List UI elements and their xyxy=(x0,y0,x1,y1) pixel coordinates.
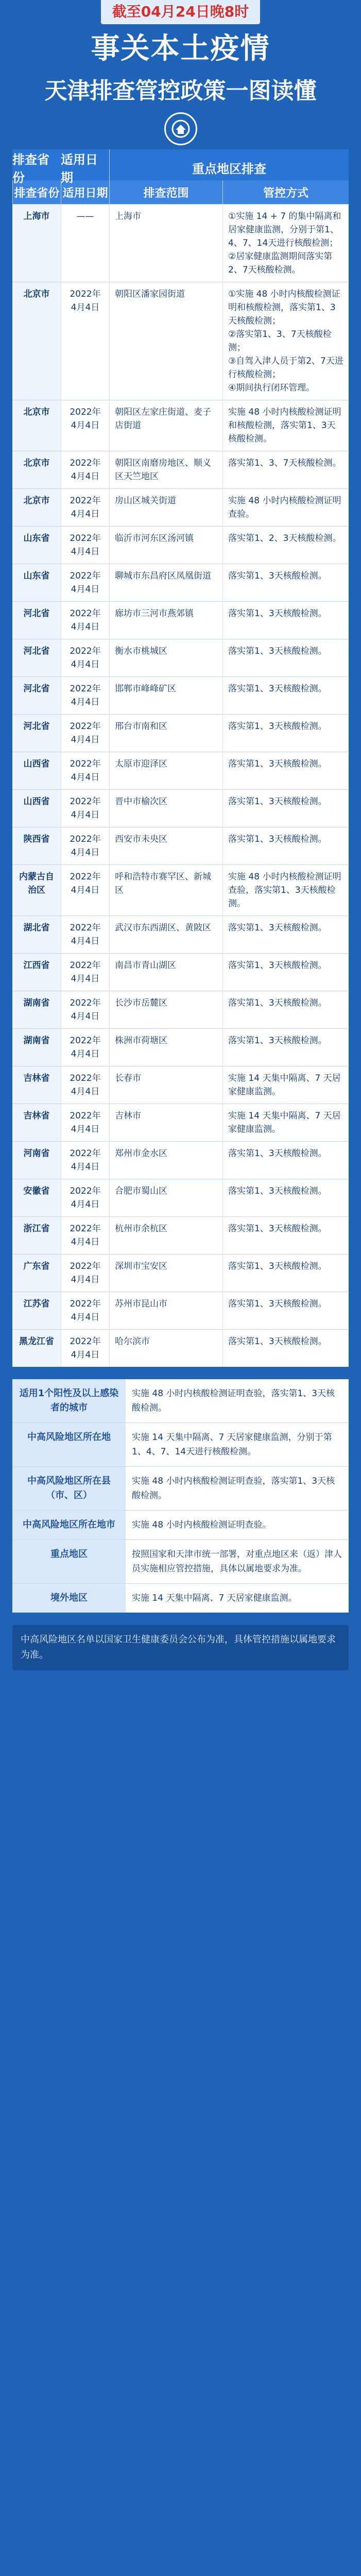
management-cell xyxy=(222,1217,349,1254)
management-cell xyxy=(222,1029,349,1066)
management-cell xyxy=(222,602,349,639)
table-row xyxy=(12,1028,349,1066)
scope-cell: 聊城市东昌府区凤凰街道 xyxy=(109,564,222,601)
scope-cell: 房山区城关街道 xyxy=(109,489,222,526)
management-text: 落实第1、3天核酸检测。 xyxy=(228,1336,327,1347)
scope-cell: 邯郸市峰峰矿区 xyxy=(109,677,222,714)
table-card xyxy=(12,149,349,1367)
scope-cell: 太原市迎泽区 xyxy=(109,752,222,789)
table-row xyxy=(12,400,349,451)
management-cell xyxy=(222,282,349,400)
management-cell xyxy=(222,1330,349,1367)
subheader-management: 管控方式 xyxy=(222,180,349,204)
table-row xyxy=(12,752,349,789)
date-cell: 2022年 4月4日 xyxy=(61,790,109,827)
province-cell: 河南省 xyxy=(12,1142,61,1179)
management-text: 落实第1、3天核酸检测。 xyxy=(228,1224,327,1234)
policy-row xyxy=(12,1510,349,1539)
management-cell xyxy=(222,752,349,789)
province-cell: 浙江省 xyxy=(12,1217,61,1254)
scope-cell: 西安市未央区 xyxy=(109,827,222,865)
management-cell xyxy=(222,790,349,827)
province-cell: 北京市 xyxy=(12,489,61,526)
subheader-date: 适用日期 xyxy=(61,180,109,204)
date-cell: 2022年 4月4日 xyxy=(61,489,109,526)
policy-name: 中高风险地区所在地市 xyxy=(12,1511,126,1539)
management-text: 实施 48 小时内核酸检测证明和核酸检测，落实第1、3天核酸检测。 xyxy=(228,407,341,444)
scope-cell: 临沂市河东区汤河镇 xyxy=(109,527,222,564)
province-cell: 广东省 xyxy=(12,1255,61,1292)
date-cell: 2022年 4月4日 xyxy=(61,564,109,601)
date-cell: 2022年 4月4日 xyxy=(61,954,109,991)
scope-cell: 朝阳区潘家园街道 xyxy=(109,282,222,400)
policy-text: 实施 48 小时内核酸检测证明查验，落实第1、3天核酸检测。 xyxy=(132,1476,335,1501)
scope-cell: 上海市 xyxy=(109,205,222,282)
table-row xyxy=(12,1292,349,1329)
scope-cell: 哈尔滨市 xyxy=(109,1330,222,1367)
table-row xyxy=(12,865,349,916)
subheader-province: 排查省份 xyxy=(12,180,61,204)
table-row xyxy=(12,282,349,400)
province-cell: 河北省 xyxy=(12,639,61,676)
management-cell xyxy=(222,1292,349,1329)
management-cell xyxy=(222,527,349,564)
management-text: 落实第1、3天核酸检测。 xyxy=(228,1261,327,1272)
management-cell xyxy=(222,1179,349,1216)
policy-text: 实施 14 天集中隔离、7 天居家健康监测，分别于第1、4、7、14天进行核酸检测。 xyxy=(132,1432,332,1457)
management-cell xyxy=(222,451,349,488)
scope-cell: 株洲市荷塘区 xyxy=(109,1029,222,1066)
management-text: 落实第1、3天核酸检测。 xyxy=(228,960,327,971)
header-province: 排查省份 xyxy=(12,152,49,185)
policy-text: 实施 48 小时内核酸检测证明查验，落实第1、3天核酸检测。 xyxy=(132,1388,335,1413)
management-text: 实施 14 天集中隔离、7 天居家健康监测。 xyxy=(228,1111,341,1134)
table-row xyxy=(12,1066,349,1104)
table-row xyxy=(12,1179,349,1216)
table-row xyxy=(12,601,349,639)
scope-cell: 郑州市金水区 xyxy=(109,1142,222,1179)
province-cell: 河北省 xyxy=(12,677,61,714)
management-cell xyxy=(222,205,349,282)
date-cell: 2022年 4月4日 xyxy=(61,1179,109,1216)
management-cell xyxy=(222,400,349,451)
table-row xyxy=(12,789,349,827)
table-row xyxy=(12,1216,349,1254)
management-text: 实施 48 小时内核酸检测证明查验。 xyxy=(228,496,341,519)
policy-name: 适用1个阳性及以上感染者的城市 xyxy=(12,1379,126,1422)
management-text: 落实第1、3天核酸检测。 xyxy=(228,1036,327,1046)
scope-cell: 苏州市昆山市 xyxy=(109,1292,222,1329)
management-text: 落实第1、3天核酸检测。 xyxy=(228,923,327,933)
date-cell: 2022年 4月4日 xyxy=(61,1104,109,1141)
province-cell: 黑龙江省 xyxy=(12,1330,61,1367)
date-banner-wrap xyxy=(0,0,361,22)
policy-rows xyxy=(12,1379,349,1613)
hero-title: 事关本土疫情 xyxy=(91,32,270,65)
date-cell: 2022年 4月4日 xyxy=(61,1292,109,1329)
policy-section xyxy=(12,1379,349,1613)
table-row xyxy=(12,827,349,865)
province-cell: 安徽省 xyxy=(12,1179,61,1216)
table-row xyxy=(12,451,349,488)
province-cell: 河北省 xyxy=(12,715,61,752)
table-row xyxy=(12,1141,349,1179)
province-cell: 山东省 xyxy=(12,564,61,601)
date-cell: 2022年 4月4日 xyxy=(61,1029,109,1066)
date-cell: 2022年 4月4日 xyxy=(61,865,109,916)
date-cell: 2022年 4月4日 xyxy=(61,639,109,676)
scope-cell: 朝阳区左家庄街道、麦子店街道 xyxy=(109,400,222,451)
province-cell: 上海市 xyxy=(12,205,61,282)
province-cell: 吉林省 xyxy=(12,1066,61,1104)
management-text: 落实第1、3天核酸检测。 xyxy=(228,1186,327,1196)
management-text: 落实第1、3天核酸检测。 xyxy=(228,608,327,619)
province-cell: 江西省 xyxy=(12,954,61,991)
province-cell: 山西省 xyxy=(12,790,61,827)
date-cell: 2022年 4月4日 xyxy=(61,527,109,564)
table-header-bottom xyxy=(12,180,349,204)
policy-text: 实施 48 小时内核酸检测证明查验。 xyxy=(132,1520,271,1530)
management-text: 落实第1、3天核酸检测。 xyxy=(228,571,327,581)
policy-row xyxy=(12,1422,349,1466)
scope-cell: 武汉市东西湖区、黄陂区 xyxy=(109,916,222,953)
province-cell: 湖南省 xyxy=(12,991,61,1028)
management-text: ①实施 48 小时内核酸检测证明和核酸检测，落实第1、3天核酸检测； ②落实第1、3、7天核酸检测； ③自驾入津人员于第2、7天进行核酸检测； ④期间执行闭环管理。 xyxy=(228,289,343,393)
date-cell: 2022年 4月4日 xyxy=(61,1066,109,1104)
table-row xyxy=(12,564,349,601)
management-cell xyxy=(222,489,349,526)
date-cell: 2022年 4月4日 xyxy=(61,451,109,488)
date-cell: 2022年 4月4日 xyxy=(61,715,109,752)
management-text: 落实第1、2、3天核酸检测。 xyxy=(228,533,341,544)
table-row xyxy=(12,991,349,1028)
management-cell xyxy=(222,991,349,1028)
scope-cell: 杭州市余杭区 xyxy=(109,1217,222,1254)
province-cell: 北京市 xyxy=(12,451,61,488)
header-date: 适用日期 xyxy=(61,152,98,185)
date-cell: 2022年 4月4日 xyxy=(61,282,109,400)
table-row xyxy=(12,204,349,282)
management-cell xyxy=(222,827,349,865)
province-cell: 内蒙古自治区 xyxy=(12,865,61,916)
date-cell: 2022年 4月4日 xyxy=(61,752,109,789)
management-text: ①实施 14 + 7 的集中隔离和居家健康监测，分别于第1、4、7、14天进行核酸检测； ②居家健康监测期间落实第2、7天核酸检测。 xyxy=(228,211,341,275)
date-banner: 截至04月24日晚8时 xyxy=(101,0,260,24)
management-text: 落实第1、3天核酸检测。 xyxy=(228,1299,327,1309)
table-row xyxy=(12,526,349,564)
scope-cell: 衡水市桃城区 xyxy=(109,639,222,676)
date-cell: 2022年 4月4日 xyxy=(61,1217,109,1254)
province-cell: 陕西省 xyxy=(12,827,61,865)
scope-cell: 合肥市蜀山区 xyxy=(109,1179,222,1216)
table-row xyxy=(12,1329,349,1367)
scope-cell: 邢台市南和区 xyxy=(109,715,222,752)
date-cell: 2022年 4月4日 xyxy=(61,602,109,639)
management-text: 落实第1、3天核酸检测。 xyxy=(228,998,327,1008)
date-cell: 2022年 4月4日 xyxy=(61,991,109,1028)
date-cell: —— xyxy=(61,205,109,282)
management-cell xyxy=(222,677,349,714)
date-cell: 2022年 4月4日 xyxy=(61,827,109,865)
table-row xyxy=(12,916,349,953)
province-cell: 北京市 xyxy=(12,282,61,400)
policy-name: 重点地区 xyxy=(12,1540,126,1583)
policy-name: 中高风险地区所在县（市、区） xyxy=(12,1467,126,1510)
header-key-areas: 重点地区排查 xyxy=(109,149,349,185)
hero xyxy=(0,26,361,149)
date-cell: 2022年 4月4日 xyxy=(61,400,109,451)
table-row xyxy=(12,488,349,526)
policy-text: 实施 14 天集中隔离、7 天居家健康监测。 xyxy=(132,1593,297,1603)
management-cell xyxy=(222,865,349,916)
policy-row xyxy=(12,1379,349,1422)
province-cell: 湖南省 xyxy=(12,1029,61,1066)
province-cell: 河北省 xyxy=(12,602,61,639)
table-body xyxy=(12,204,349,1367)
date-cell: 2022年 4月4日 xyxy=(61,916,109,953)
management-cell xyxy=(222,954,349,991)
table-row xyxy=(12,1254,349,1292)
management-cell xyxy=(222,639,349,676)
management-text: 落实第1、3天核酸检测。 xyxy=(228,759,327,769)
scope-cell: 呼和浩特市赛罕区、新城区 xyxy=(109,865,222,916)
policy-name: 境外地区 xyxy=(12,1584,126,1613)
scope-cell: 吉林市 xyxy=(109,1104,222,1141)
policy-row xyxy=(12,1466,349,1510)
management-cell xyxy=(222,715,349,752)
management-text: 落实第1、3天核酸检测。 xyxy=(228,721,327,732)
scope-cell: 晋中市榆次区 xyxy=(109,790,222,827)
management-cell xyxy=(222,1255,349,1292)
management-cell xyxy=(222,564,349,601)
date-cell: 2022年 4月4日 xyxy=(61,1330,109,1367)
scope-cell: 南昌市青山湖区 xyxy=(109,954,222,991)
hero-subtitle: 天津排查管控政策一图读懂 xyxy=(44,78,317,104)
emblem-icon xyxy=(164,112,197,145)
scope-cell: 长沙市岳麓区 xyxy=(109,991,222,1028)
scope-cell: 廊坊市三河市燕郊镇 xyxy=(109,602,222,639)
management-cell xyxy=(222,1142,349,1179)
management-text: 落实第1、3天核酸检测。 xyxy=(228,684,327,694)
province-cell: 吉林省 xyxy=(12,1104,61,1141)
management-text: 落实第1、3天核酸检测。 xyxy=(228,1148,327,1159)
table-row xyxy=(12,1104,349,1141)
management-text: 落实第1、3天核酸检测。 xyxy=(228,646,327,656)
policy-name: 中高风险地区所在地 xyxy=(12,1423,126,1466)
scope-cell: 长春市 xyxy=(109,1066,222,1104)
management-cell xyxy=(222,916,349,953)
management-text: 落实第1、3天核酸检测。 xyxy=(228,834,327,844)
policy-text: 按照国家和天津市统一部署，对重点地区来（返）津人员实施相应管控措施，具体以属地要求为准。 xyxy=(132,1549,342,1574)
management-cell xyxy=(222,1066,349,1104)
date-cell: 2022年 4月4日 xyxy=(61,1255,109,1292)
province-cell: 北京市 xyxy=(12,400,61,451)
management-text: 实施 14 天集中隔离、7 天居家健康监测。 xyxy=(228,1073,341,1097)
province-cell: 江苏省 xyxy=(12,1292,61,1329)
table-row xyxy=(12,714,349,752)
policy-row xyxy=(12,1583,349,1613)
date-cell: 2022年 4月4日 xyxy=(61,677,109,714)
subheader-scope: 排查范围 xyxy=(109,180,222,204)
management-cell xyxy=(222,1104,349,1141)
table-row xyxy=(12,639,349,676)
scope-cell: 深圳市宝安区 xyxy=(109,1255,222,1292)
province-cell: 湖北省 xyxy=(12,916,61,953)
management-text: 实施 48 小时内核酸检测证明查验，落实第1、3天核酸检测。 xyxy=(228,872,341,909)
table-row xyxy=(12,676,349,714)
table-header-top xyxy=(12,149,349,185)
footer-note: 中高风险地区名单以国家卫生健康委员会公布为准，具体管控措施以属地要求为准。 xyxy=(12,1625,349,1670)
policy-row xyxy=(12,1539,349,1583)
scope-cell: 朝阳区南磨房地区、顺义区天竺地区 xyxy=(109,451,222,488)
table-row xyxy=(12,953,349,991)
management-text: 落实第1、3天核酸检测。 xyxy=(228,796,327,807)
province-cell: 山东省 xyxy=(12,527,61,564)
management-text: 落实第1、3、7天核酸检测。 xyxy=(228,458,341,468)
date-cell: 2022年 4月4日 xyxy=(61,1142,109,1179)
province-cell: 山西省 xyxy=(12,752,61,789)
